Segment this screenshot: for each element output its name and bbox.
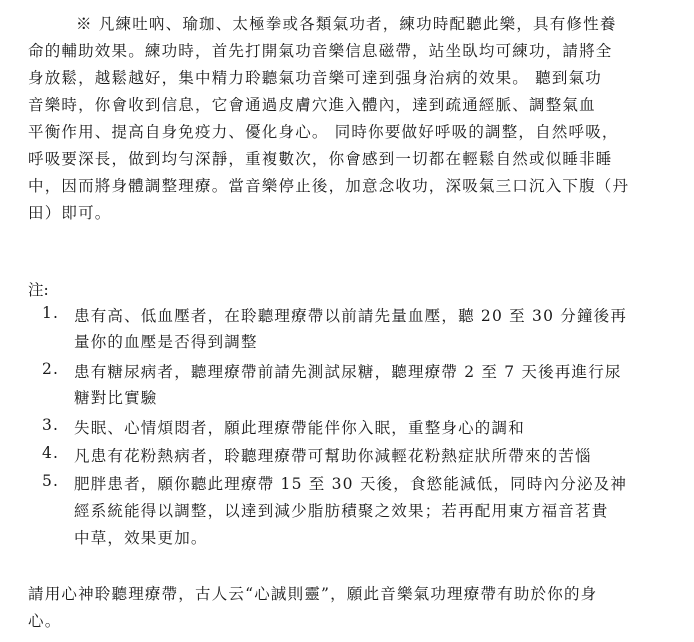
closing-line: 心。 <box>28 612 62 630</box>
note-line: 肥胖患者，願你聽此理療帶 15 至 30 天後，食慾能減低，同時內分泌及神 <box>74 475 628 493</box>
note-number: 2. <box>42 360 60 378</box>
note-number: 3. <box>42 416 60 434</box>
note-line: 凡患有花粉熱病者，聆聽理療帶可幫助你減輕花粉熱症狀所帶來的苦惱 <box>74 447 592 465</box>
note-line: 患有糖尿病者，聽理療帶前請先測試尿糖，聽理療帶 2 至 7 天後再進行尿 <box>74 363 622 381</box>
closing-line: 請用心神聆聽理療帶，古人云“心誠則靈”，願此音樂氣功理療帶有助於你的身 <box>28 585 598 603</box>
note-number: 4. <box>42 444 60 462</box>
note-number: 1. <box>42 304 60 322</box>
note-line: 經系統能得以調整，以達到減少脂肪積聚之效果；若再配用東方福音茗貴 <box>74 502 609 520</box>
note-line: 量你的血壓是否得到調整 <box>74 333 258 351</box>
intro-line: 命的輔助效果。練功時，首先打開氣功音樂信息磁帶，站坐臥均可練功，請將全 <box>28 42 613 60</box>
note-line: 中草，效果更加。 <box>74 529 208 547</box>
intro-line: 音樂時，你會收到信息，它會通過皮膚穴進入體內，達到疏通經脈、調整氣血 <box>28 96 596 114</box>
intro-line: 平衡作用、提高自身免疫力、優化身心。 同時你要做好呼吸的調整，自然呼吸， <box>28 123 619 141</box>
notes-label: 注: <box>28 281 49 299</box>
intro-line: 身放鬆，越鬆越好，集中精力聆聽氣功音樂可達到强身治病的效果。 聽到氣功 <box>28 69 602 87</box>
note-line: 糖對比實驗 <box>74 389 158 407</box>
intro-line: ※ 凡練吐吶、瑜珈、太極拳或各類氣功者，練功時配聽此樂，具有修性養 <box>76 15 617 33</box>
note-number: 5. <box>42 472 60 490</box>
intro-line: 呼吸要深長，做到均勻深靜，重複數次，你會感到一切都在輕鬆自然或似睡非睡 <box>28 150 613 168</box>
note-line: 失眠、心情煩悶者，願此理療帶能伴你入眠，重整身心的調和 <box>74 419 525 437</box>
note-line: 患有高、低血壓者，在聆聽理療帶以前請先量血壓，聽 20 至 30 分鐘後再 <box>74 307 628 325</box>
intro-line: 中，因而將身體調整理療。當音樂停止後，加意念收功，深吸氣三口沉入下腹（丹 <box>28 177 630 195</box>
intro-line: 田）即可。 <box>28 204 112 222</box>
